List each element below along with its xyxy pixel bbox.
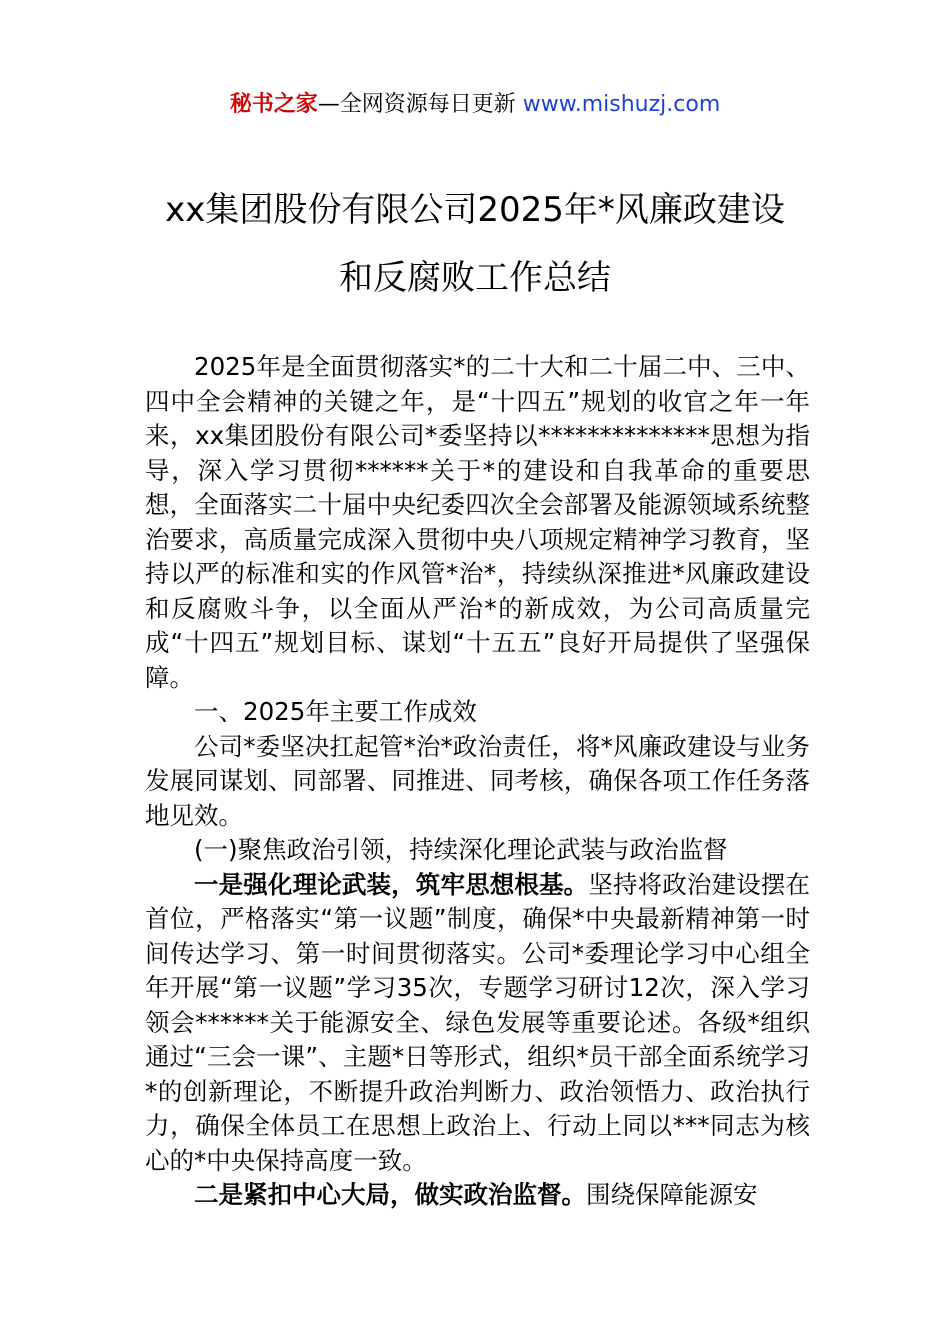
document-body [145, 350, 810, 1213]
site-header [0, 88, 950, 122]
item-paragraph-1 [145, 868, 810, 1179]
brand-name: 秘书之家 [229, 92, 318, 117]
header-tagline: —全网资源每日更新 [317, 92, 523, 117]
document-title-line-1: xx集团股份有限公司2025年*风廉政建设 [165, 190, 785, 230]
item-1-text: 坚持将政治建设摆在首位，严格落实“第一议题”制度，确保*中央最新精神第一时间传达学习、第一时间贯彻落实。公司*委理论学习中心组全年开展“第一议题”学习35次，专题学习研讨12次，深入学习领会******关于能源安全、绿色发展等重要论述。各级*组织通过“三会一课”、主题*日等形式，组织*员干部全面系统学习*的创新理论，不断提升政治判断力、政治领悟力、政治执行力，确保全体员工在思想上政治上、行动上同以***同志为核心的*中央保持高度一致。 [145, 869, 811, 1175]
item-paragraph-2 [145, 1178, 810, 1213]
item-2-text: 围绕保障能源安 [586, 1180, 758, 1209]
document-title-line-2: 和反腐败工作总结 [339, 258, 611, 298]
item-1-lead: 一是强化理论武装，筑牢思想根基。 [194, 869, 589, 899]
section-paragraph: 公司*委坚决扛起管*治*政治责任，将*风廉政建设与业务发展同谋划、同部署、同推进、同考核，确保各项工作任务落地见效。 [145, 731, 810, 830]
section-heading: 一、2025年主要工作成效 [194, 697, 477, 726]
item-2-lead: 二是紧扣中心大局，做实政治监督。 [194, 1180, 586, 1209]
site-url-link[interactable]: www.mishuzj.com [522, 92, 721, 117]
intro-paragraph: 2025年是全面贯彻落实*的二十大和二十届二中、三中、四中全会精神的关键之年，是“十四五”规划的收官之年一年来，xx集团股份有限公司*委坚持以**************思想为指导，深入学习贯彻******关于*的建设和自我革命的重要思想，全面落实二十届中央纪委四次全会部署及能源领域系统整治要求，高质量完成深入贯彻中央八项规定精神学习教育，坚持以严的标准和实的作风管*治*，持续纵深推进*风廉政建设和反腐败斗争，以全面从严治*的新成效，为公司高质量完成“十四五”规划目标、谋划“十五五”良好开局提供了坚强保障。 [145, 352, 810, 692]
subsection-heading: (一)聚焦政治引领，持续深化理论武装与政治监督 [194, 835, 728, 864]
